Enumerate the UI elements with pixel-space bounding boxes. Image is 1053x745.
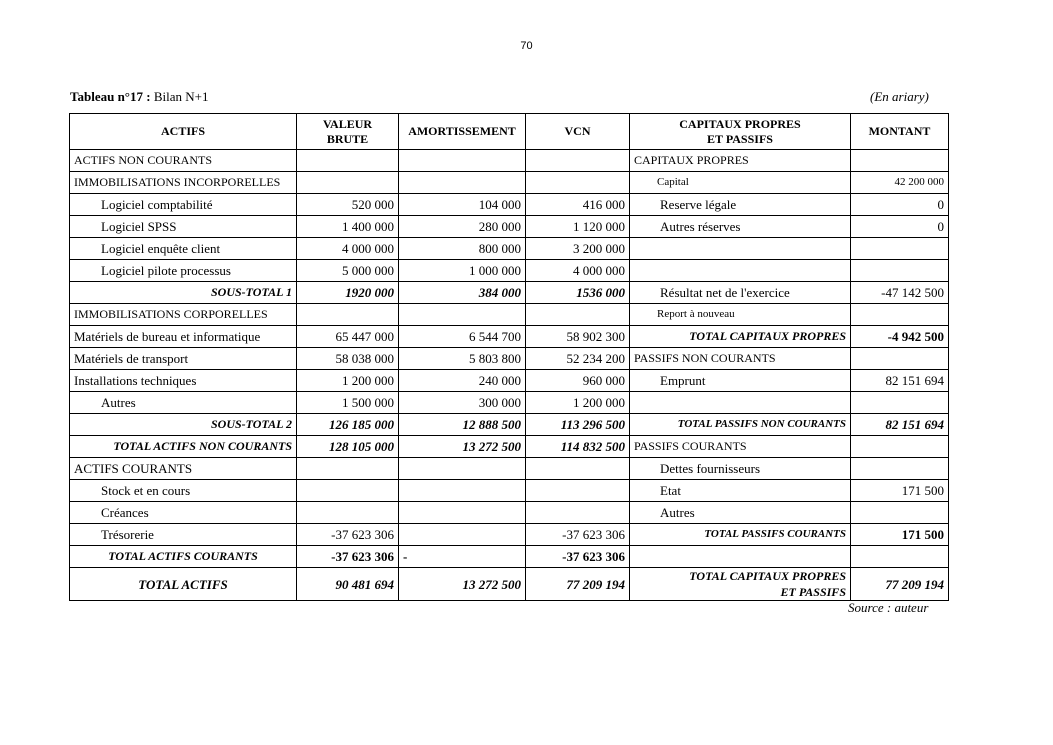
vcn-cell — [526, 458, 630, 480]
passif-label: CAPITAUX PROPRES — [630, 150, 851, 172]
vcn-cell: 1 200 000 — [526, 392, 630, 414]
montant-cell: 82 151 694 — [851, 370, 949, 392]
actif-label: Créances — [70, 502, 297, 524]
table-row — [70, 194, 949, 216]
passif-label: Autres réserves — [630, 216, 851, 238]
amortissement-cell — [399, 150, 526, 172]
valeur-brute-cell — [297, 480, 399, 502]
table-row — [70, 524, 949, 546]
valeur-brute-cell: 90 481 694 — [297, 568, 399, 601]
table-row — [70, 348, 949, 370]
montant-cell — [851, 150, 949, 172]
actif-label: ACTIFS NON COURANTS — [70, 150, 297, 172]
vcn-cell: 58 902 300 — [526, 326, 630, 348]
montant-cell — [851, 502, 949, 524]
passif-label: Résultat net de l'exercice — [630, 282, 851, 304]
passif-label — [630, 392, 851, 414]
total-passif-label: TOTAL PASSIFS COURANTS — [630, 524, 851, 546]
table-row — [70, 238, 949, 260]
montant-cell: 82 151 694 — [851, 414, 949, 436]
vcn-cell — [526, 502, 630, 524]
montant-cell: -4 942 500 — [851, 326, 949, 348]
vcn-cell: 113 296 500 — [526, 414, 630, 436]
valeur-brute-cell: 1920 000 — [297, 282, 399, 304]
table-row-total — [70, 568, 949, 601]
vcn-cell: -37 623 306 — [526, 546, 630, 568]
total-actif-label: TOTAL ACTIFS COURANTS — [70, 546, 297, 568]
amortissement-cell: 6 544 700 — [399, 326, 526, 348]
total-actif-label: TOTAL ACTIFS NON COURANTS — [70, 436, 297, 458]
table-row — [70, 304, 949, 326]
montant-cell: -47 142 500 — [851, 282, 949, 304]
header-passifs-line1: CAPITAUX PROPRES — [679, 116, 801, 131]
vcn-cell: 1 120 000 — [526, 216, 630, 238]
montant-cell: 42 200 000 — [851, 172, 949, 194]
valeur-brute-cell — [297, 304, 399, 326]
actif-label: Logiciel SPSS — [70, 216, 297, 238]
montant-cell — [851, 458, 949, 480]
valeur-brute-cell — [297, 150, 399, 172]
caption-text: Bilan N+1 — [153, 89, 209, 104]
unit-note: (En ariary) — [870, 89, 929, 104]
montant-cell — [851, 546, 949, 568]
valeur-brute-cell: 1 500 000 — [297, 392, 399, 414]
subtotal-label: SOUS-TOTAL 1 — [70, 282, 297, 304]
total-passifs-line1: TOTAL CAPITAUX PROPRES — [689, 569, 846, 583]
amortissement-cell: 300 000 — [399, 392, 526, 414]
header-capitaux-propres — [630, 114, 851, 150]
caption-label: Tableau n°17 : — [70, 89, 151, 104]
subtotal-label: SOUS-TOTAL 2 — [70, 414, 297, 436]
actif-label: IMMOBILISATIONS CORPORELLES — [70, 304, 297, 326]
valeur-brute-cell: 520 000 — [297, 194, 399, 216]
vcn-cell — [526, 172, 630, 194]
amortissement-cell — [399, 480, 526, 502]
actif-label: Stock et en cours — [70, 480, 297, 502]
balance-sheet-table — [69, 113, 949, 601]
amortissement-cell: 5 803 800 — [399, 348, 526, 370]
valeur-brute-cell: 4 000 000 — [297, 238, 399, 260]
page-number: 70 — [520, 40, 533, 52]
table-caption — [70, 89, 208, 105]
amortissement-cell — [399, 172, 526, 194]
vcn-cell: 416 000 — [526, 194, 630, 216]
vcn-cell: 52 234 200 — [526, 348, 630, 370]
amortissement-cell: 1 000 000 — [399, 260, 526, 282]
passif-label: Autres — [630, 502, 851, 524]
table-row — [70, 326, 949, 348]
passif-label — [630, 260, 851, 282]
valeur-brute-cell — [297, 458, 399, 480]
table-row — [70, 414, 949, 436]
amortissement-cell — [399, 524, 526, 546]
vcn-cell: 1536 000 — [526, 282, 630, 304]
valeur-brute-cell: 1 400 000 — [297, 216, 399, 238]
actif-label: Installations techniques — [70, 370, 297, 392]
amortissement-cell — [399, 304, 526, 326]
vcn-cell: 77 209 194 — [526, 568, 630, 601]
amortissement-cell — [399, 458, 526, 480]
vcn-cell — [526, 150, 630, 172]
montant-cell: 77 209 194 — [851, 568, 949, 601]
montant-cell: 0 — [851, 216, 949, 238]
table-row — [70, 546, 949, 568]
montant-cell: 171 500 — [851, 524, 949, 546]
table-row — [70, 260, 949, 282]
actif-label: Logiciel pilote processus — [70, 260, 297, 282]
actif-label: ACTIFS COURANTS — [70, 458, 297, 480]
vcn-cell — [526, 304, 630, 326]
passif-label: Etat — [630, 480, 851, 502]
passif-label: PASSIFS NON COURANTS — [630, 348, 851, 370]
montant-cell — [851, 436, 949, 458]
vcn-cell: -37 623 306 — [526, 524, 630, 546]
table-row — [70, 502, 949, 524]
total-passifs-line2: ET PASSIFS — [780, 585, 846, 599]
passif-label: PASSIFS COURANTS — [630, 436, 851, 458]
amortissement-cell: 104 000 — [399, 194, 526, 216]
total-passif-label: TOTAL PASSIFS NON COURANTS — [630, 414, 851, 436]
total-passif-label: TOTAL CAPITAUX PROPRES — [630, 326, 851, 348]
header-actifs: ACTIFS — [70, 114, 297, 150]
actif-label: Logiciel comptabilité — [70, 194, 297, 216]
valeur-brute-cell: 126 185 000 — [297, 414, 399, 436]
amortissement-cell: 13 272 500 — [399, 436, 526, 458]
table-row — [70, 480, 949, 502]
source-note: Source : auteur — [848, 600, 929, 615]
amortissement-cell — [399, 502, 526, 524]
valeur-brute-cell — [297, 172, 399, 194]
actif-label: Autres — [70, 392, 297, 414]
valeur-brute-cell: 5 000 000 — [297, 260, 399, 282]
actif-label: Logiciel enquête client — [70, 238, 297, 260]
header-vcn: VCN — [526, 114, 630, 150]
passif-label: Capital — [630, 172, 851, 194]
actif-label: Matériels de transport — [70, 348, 297, 370]
table-row — [70, 216, 949, 238]
actif-label: Trésorerie — [70, 524, 297, 546]
montant-cell: 0 — [851, 194, 949, 216]
total-capitaux-passifs-label — [630, 568, 851, 601]
valeur-brute-cell — [297, 502, 399, 524]
amortissement-cell: 280 000 — [399, 216, 526, 238]
actif-label: IMMOBILISATIONS INCORPORELLES — [70, 172, 297, 194]
passif-label: Emprunt — [630, 370, 851, 392]
vcn-cell: 4 000 000 — [526, 260, 630, 282]
passif-label: Dettes fournisseurs — [630, 458, 851, 480]
vcn-cell: 3 200 000 — [526, 238, 630, 260]
table-row — [70, 436, 949, 458]
amortissement-cell: 384 000 — [399, 282, 526, 304]
valeur-brute-cell: 1 200 000 — [297, 370, 399, 392]
montant-cell — [851, 238, 949, 260]
amortissement-cell: 240 000 — [399, 370, 526, 392]
valeur-brute-cell: 128 105 000 — [297, 436, 399, 458]
table-row — [70, 370, 949, 392]
vcn-cell — [526, 480, 630, 502]
header-amortissement: AMORTISSEMENT — [399, 114, 526, 150]
amortissement-cell: - — [399, 546, 526, 568]
passif-label: Report à nouveau — [630, 304, 851, 326]
montant-cell — [851, 348, 949, 370]
valeur-brute-cell: 58 038 000 — [297, 348, 399, 370]
amortissement-cell: 12 888 500 — [399, 414, 526, 436]
valeur-brute-cell: -37 623 306 — [297, 524, 399, 546]
amortissement-cell: 800 000 — [399, 238, 526, 260]
header-valeur-brute-line1: VALEUR — [322, 116, 373, 131]
total-actifs-label: TOTAL ACTIFS — [70, 568, 297, 601]
header-montant: MONTANT — [851, 114, 949, 150]
actif-label: Matériels de bureau et informatique — [70, 326, 297, 348]
table-row — [70, 392, 949, 414]
montant-cell: 171 500 — [851, 480, 949, 502]
montant-cell — [851, 260, 949, 282]
table-row — [70, 172, 949, 194]
table-row — [70, 150, 949, 172]
passif-label: Reserve légale — [630, 194, 851, 216]
header-passifs-line2: ET PASSIFS — [707, 131, 773, 146]
header-valeur-brute-line2: BRUTE — [326, 131, 369, 146]
vcn-cell: 114 832 500 — [526, 436, 630, 458]
passif-label — [630, 546, 851, 568]
vcn-cell: 960 000 — [526, 370, 630, 392]
montant-cell — [851, 392, 949, 414]
valeur-brute-cell: 65 447 000 — [297, 326, 399, 348]
header-row — [70, 114, 949, 150]
table-row — [70, 282, 949, 304]
header-valeur-brute — [297, 114, 399, 150]
montant-cell — [851, 304, 949, 326]
passif-label — [630, 238, 851, 260]
valeur-brute-cell: -37 623 306 — [297, 546, 399, 568]
amortissement-cell: 13 272 500 — [399, 568, 526, 601]
table-row — [70, 458, 949, 480]
